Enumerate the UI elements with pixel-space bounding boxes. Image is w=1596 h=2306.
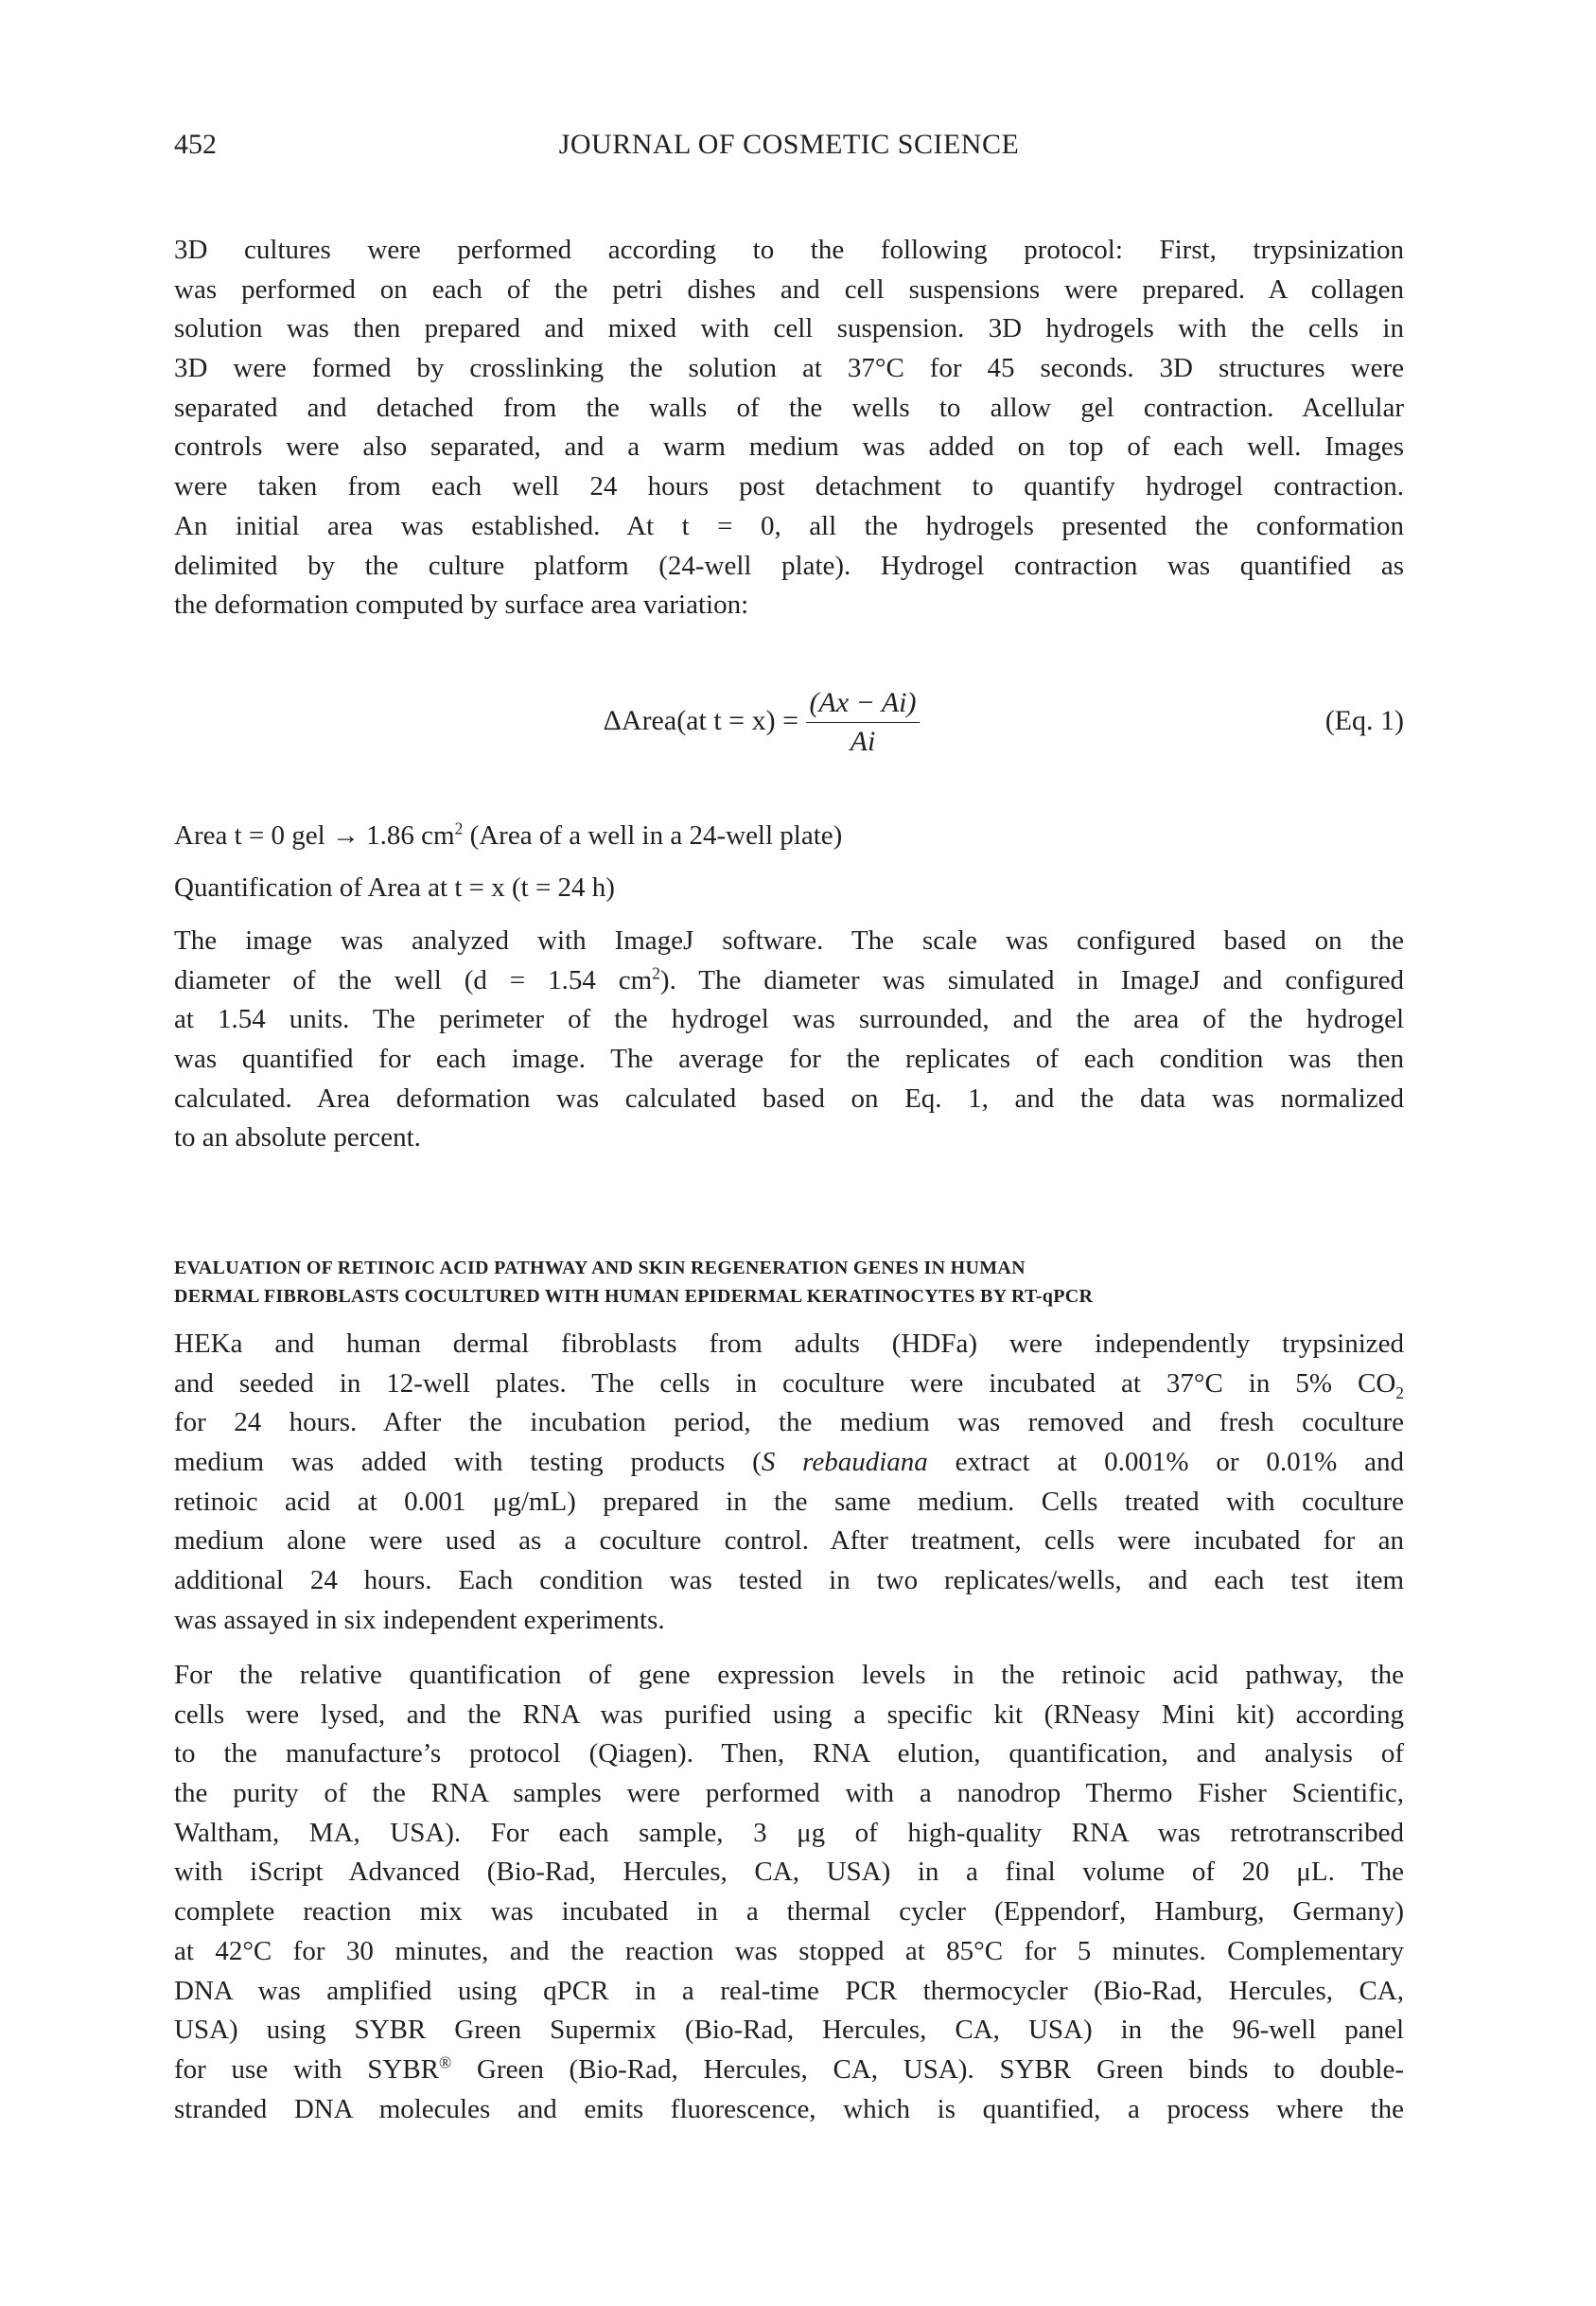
text-line: An initial area was established. At t = 0, all the hydrogels presented the conformation [174,510,1404,541]
text-line: diameter of the well (d = 1.54 $cm^2$). The diameter was simulated in ImageJ and configured [174,963,1404,995]
text-line: For the relative quantification of gene expression levels in the retinoic acid pathway, the [174,1660,1404,1690]
running-header [174,129,1404,167]
text-line: USA) using SYBR Green Supermix (Bio-Rad, Hercules, CA, USA) in the 96-well panel [174,2015,1404,2046]
equation-numerator: (Ax − Ai) [806,686,920,723]
text-line: retinoic acid at 0.001 μg/mL) prepared in the same medium. Cells treated with coculture [174,1486,1404,1517]
text-line: delimited by the culture platform (24-well plate). Hydrogel contraction was quantified as [174,550,1404,581]
equation-1 [174,686,1404,762]
text-line: medium alone were used as a coculture control. After treatment, cells were incubated for an [174,1525,1404,1557]
text-line: to the manufacture’s protocol (Qiagen). Then, RNA elution, quantification, and analysis of [174,1738,1404,1769]
text-line: medium was added with testing products (S rebaudiana extract at 0.001% or 0.01% and [174,1447,1404,1478]
text-line: at 1.54 units. The perimeter of the hydrogel was surrounded, and the area of the hydrogel [174,1004,1404,1035]
text-line: additional 24 hours. Each condition was tested in two replicates/wells, and each test item [174,1565,1404,1596]
page-number: 452 [174,129,217,160]
text-line: were taken from each well 24 hours post detachment to quantify hydrogel contraction. [174,471,1404,502]
text-line: DERMAL FIBROBLASTS COCULTURED WITH HUMAN EPIDERMAL KERATINOCYTES BY RT-qPCR [174,1286,1094,1307]
text-line: complete reaction mix was incubated in a thermal cycler (Eppendorf, Hamburg, Germany) [174,1896,1404,1928]
text-line: was quantified for each image. The average for the replicates of each condition was then [174,1044,1404,1075]
journal-title: JOURNAL OF COSMETIC SCIENCE [558,129,1020,160]
paragraph-imagej-analysis [174,922,1404,1158]
text-line: The image was analyzed with ImageJ software. The scale was configured based on the [174,925,1404,956]
text-line: was performed on each of the petri dishes and cell suspensions were prepared. A collagen [174,273,1404,305]
text-line: solution was then prepared and mixed with cell suspension. 3D hydrogels with the cells in [174,313,1404,344]
text-line: and seeded in 12-well plates. The cells in coculture were incubated at 37°C in 5% $CO_2$ [174,1367,1404,1402]
text-line: at 42°C for 30 minutes, and the reaction was stopped at 85°C for 5 minutes. Complementary [174,1935,1404,1966]
text-line: for 24 hours. After the incubation period, the medium was removed and fresh coculture [174,1407,1404,1438]
area-definition-line: Area t = 0 gel → 1.86 $cm^2$ (Area of a well in a 24-well plate) [174,819,843,851]
text-line: 3D were formed by crosslinking the solution at 37°C for 45 seconds. 3D structures were [174,353,1404,384]
equation-fraction [806,686,920,761]
text-line: stranded DNA molecules and emits fluorescence, which is quantified, a process where the [174,2093,1404,2124]
text-line: controls were also separated, and a warm medium was added on top of each well. Images [174,431,1404,463]
text-line: calculated. Area deformation was calculated based on Eq. 1, and the data was normalized [174,1083,1404,1114]
text-line: for use with SYBR® Green (Bio-Rad, Hercules, CA, USA). SYBR Green binds to double- [174,2052,1404,2085]
text-line: the deformation computed by surface area variation: [174,590,749,621]
section-heading [174,1254,1404,1311]
text-line: Waltham, MA, USA). For each sample, 3 μg of high-quality RNA was retrotranscribed [174,1817,1404,1848]
paragraph-coculture [174,1325,1404,1641]
text-line: with iScript Advanced (Bio-Rad, Hercules, CA, USA) in a final volume of 20 μL. The [174,1857,1404,1888]
equation-lhs: ΔArea(at t = x) = [603,705,798,736]
paragraph-hydrogel-protocol [174,231,1404,625]
text-line: HEKa and human dermal fibroblasts from adults (HDFa) were independently trypsinized [174,1329,1404,1359]
text-line: the purity of the RNA samples were performed with a nanodrop Thermo Fisher Scientific, [174,1778,1404,1809]
paragraph-rtqpcr [174,1656,1404,2129]
text-line: separated and detached from the walls of the wells to allow gel contraction. Acellular [174,392,1404,423]
quantification-line: Quantification of Area at t = x (t = 24 h) [174,872,615,903]
text-line: DNA was amplified using qPCR in a real-time PCR thermocycler (Bio-Rad, Hercules, CA, [174,1975,1404,2006]
text-line: to an absolute percent. [174,1122,421,1153]
text-line: was assayed in six independent experiments. [174,1604,665,1635]
equation-denominator: Ai [850,726,876,757]
text-line: cells were lysed, and the RNA was purified using a specific kit (RNeasy Mini kit) according [174,1699,1404,1730]
text-line: 3D cultures were performed according to the following protocol: First, trypsinization [174,235,1404,265]
text-line: EVALUATION OF RETINOIC ACID PATHWAY AND SKIN REGENERATION GENES IN HUMAN [174,1258,1026,1278]
equation-label: (Eq. 1) [1324,705,1404,736]
